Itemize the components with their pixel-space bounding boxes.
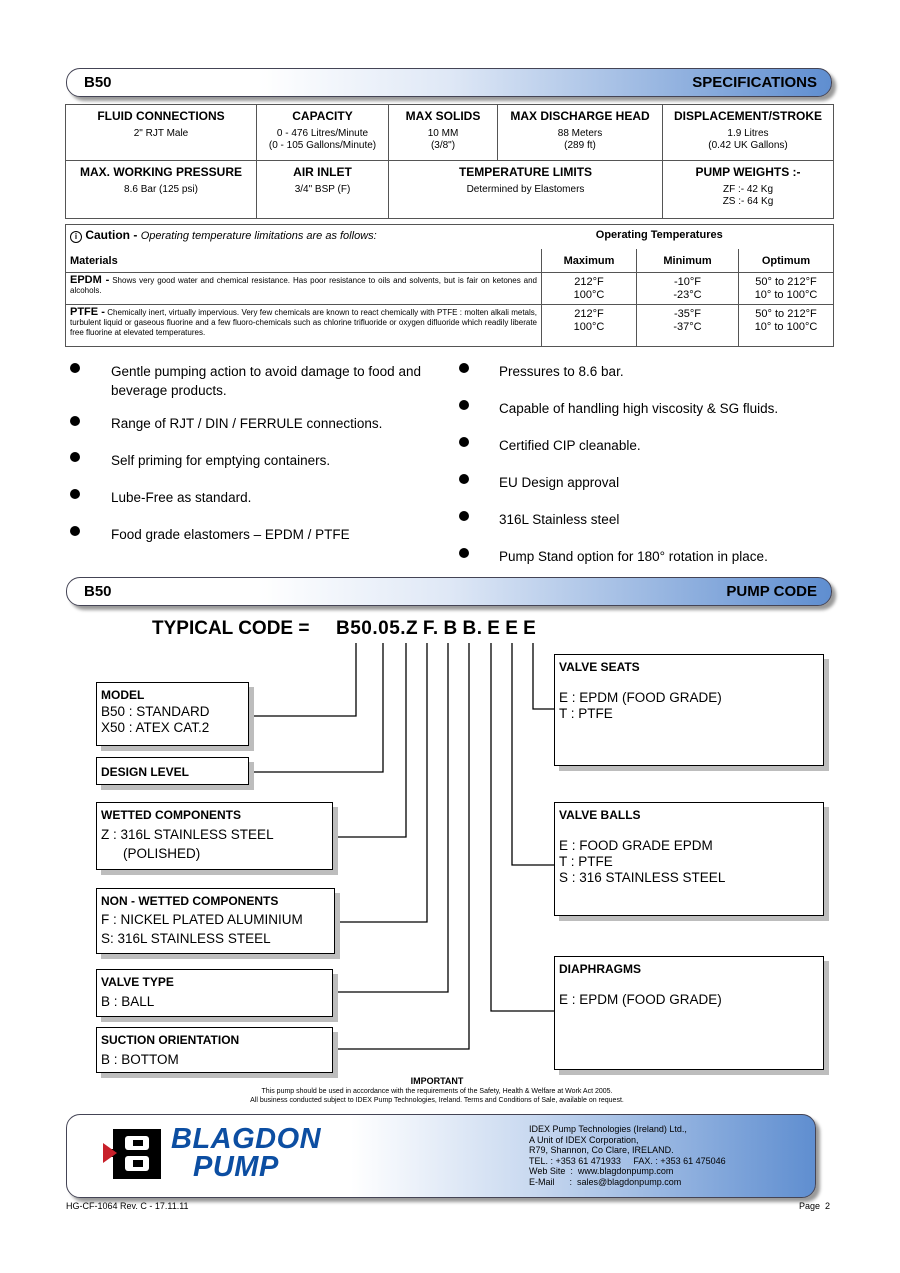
ptfe-min: -35°F -37°C — [637, 305, 739, 347]
materials-heading: Materials — [66, 249, 542, 273]
col-minimum: Minimum — [637, 249, 739, 273]
design-level-box: DESIGN LEVEL — [96, 757, 249, 785]
typical-code-value: B50.05.Z F. B B. E E E — [336, 618, 537, 639]
feature-right-1: Pressures to 8.6 bar. — [499, 364, 624, 379]
valve-type-box: VALVE TYPE B : BALL — [96, 969, 333, 1017]
ptfe-description: PTFE - Chemically inert, virtually impervious. Very few chemicals are known to react chemically with PTFE : molten alkali metals, turbulent liquid or gaseous fluorine and a few fluoro-chemicals such as chlorine trifluoride or oxygen difluoride which readily liberate free fluorine at elevated temperatures. — [66, 305, 542, 347]
code-model: B50 — [84, 583, 112, 600]
suction-orientation-box: SUCTION ORIENTATION B : BOTTOM — [96, 1027, 333, 1073]
cell-max-working-pressure: MAX. WORKING PRESSURE 8.6 Bar (125 psi) — [66, 161, 257, 219]
valve-seats-box: VALVE SEATS E : EPDM (FOOD GRADE) T : PTFE — [554, 654, 824, 766]
typical-code-label: TYPICAL CODE = — [152, 618, 310, 639]
spec-model: B50 — [84, 74, 112, 91]
cell-capacity: CAPACITY 0 - 476 Litres/Minute (0 - 105 Gallons/Minute) — [257, 105, 389, 161]
page-number: Page 2 — [798, 1201, 830, 1211]
cell-pump-weights: PUMP WEIGHTS :- ZF :- 42 Kg ZS :- 64 Kg — [663, 161, 834, 219]
model-box: MODEL B50 : STANDARD X50 : ATEX CAT.2 — [96, 682, 249, 746]
feature-left-5: Food grade elastomers – EPDM / PTFE — [111, 527, 350, 542]
feature-left-2: Range of RJT / DIN / FERRULE connections. — [111, 416, 383, 431]
feature-left-4: Lube-Free as standard. — [111, 490, 252, 505]
feature-right-2: Capable of handling high viscosity & SG fluids. — [499, 401, 779, 416]
feature-right-5: 316L Stainless steel — [499, 512, 620, 527]
important-line-1: This pump should be used in accordance with the requirements of the Safety, Health & Welfare at Work Act 2005. — [261, 1088, 613, 1095]
feature-right-3: Certified CIP cleanable. — [499, 438, 641, 453]
cell-fluid-connections: FLUID CONNECTIONS 2" RJT Male — [66, 105, 257, 161]
feature-left-1: Gentle pumping action to avoid damage to food and beverage products. — [111, 364, 421, 398]
ptfe-max: 212°F 100°C — [542, 305, 637, 347]
cell-max-discharge-head: MAX DISCHARGE HEAD 88 Meters (289 ft) — [498, 105, 663, 161]
footer-panel — [66, 1114, 816, 1198]
logo-wordmark: BLAGDON PUMP — [171, 1123, 322, 1183]
cell-air-inlet: AIR INLET 3/4" BSP (F) — [257, 161, 389, 219]
important-title: IMPORTANT — [410, 1076, 464, 1086]
document-reference: HG-CF-1064 Rev. C - 17.11.11 — [66, 1201, 189, 1211]
company-address: IDEX Pump Technologies (Ireland) Ltd., A Unit of IDEX Corporation, R79, Shannon, Co Clare, IRELAND. TEL. : +353 61 471933 FAX. : +353 61 475046 Web Site : www.blagdonpump.com E-Mail : sales@blagdonpump.com — [529, 1124, 726, 1187]
cell-max-solids: MAX SOLIDS 10 MM (3/8") — [389, 105, 498, 161]
ptfe-opt: 50° to 212°F 10° to 100°C — [739, 305, 834, 347]
valve-balls-box: VALVE BALLS E : FOOD GRADE EPDM T : PTFE S : 316 STAINLESS STEEL — [554, 802, 824, 916]
blagdon-logo-icon — [103, 1127, 173, 1185]
col-optimum: Optimum — [739, 249, 834, 273]
code-section-title: PUMP CODE — [726, 583, 817, 600]
epdm-min: -10°F -23°C — [637, 273, 739, 305]
wetted-components-box: WETTED COMPONENTS Z : 316L STAINLESS STEEL (POLISHED) — [96, 802, 333, 870]
epdm-max: 212°F 100°C — [542, 273, 637, 305]
operating-temps-heading: Operating Temperatures — [542, 225, 834, 249]
spec-section-title: SPECIFICATIONS — [692, 74, 817, 91]
epdm-description: EPDM - Shows very good water and chemical resistance. Has poor resistance to oils and solvents, but is fair on ketones and alcohols. — [66, 273, 542, 305]
diaphragms-box: DIAPHRAGMS E : EPDM (FOOD GRADE) — [554, 956, 824, 1070]
epdm-opt: 50° to 212°F 10° to 100°C — [739, 273, 834, 305]
cell-temperature-limits: TEMPERATURE LIMITS Determined by Elastomers — [389, 161, 663, 219]
info-circle-icon: i — [70, 231, 82, 243]
caution-cell: i Caution - Operating temperature limitations are as follows: — [66, 225, 542, 249]
important-line-2: All business conducted subject to IDEX Pump Technologies, Ireland. Terms and Conditions of Sale, available on request. — [250, 1097, 624, 1104]
cell-displacement: DISPLACEMENT/STROKE 1.9 Litres (0.42 UK Gallons) — [663, 105, 834, 161]
col-maximum: Maximum — [542, 249, 637, 273]
feature-right-4: EU Design approval — [499, 475, 620, 490]
feature-left-3: Self priming for emptying containers. — [111, 453, 331, 468]
feature-right-6: Pump Stand option for 180° rotation in place. — [499, 549, 768, 564]
non-wetted-components-box: NON - WETTED COMPONENTS F : NICKEL PLATED ALUMINIUM S: 316L STAINLESS STEEL — [96, 888, 335, 954]
